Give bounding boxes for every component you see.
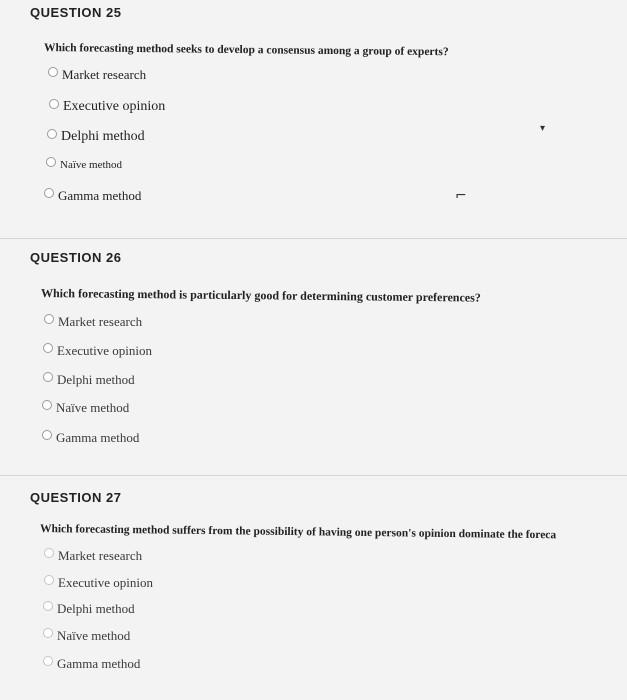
- option-label: Naïve method: [60, 159, 123, 171]
- radio-button[interactable]: [44, 548, 54, 558]
- cursor-mark: ⌐: [455, 188, 467, 204]
- option-label: Market research: [62, 67, 147, 82]
- question-text: Which forecasting method is particularly good for determining customer preferences?: [40, 286, 481, 305]
- question-25-block: [0, 0, 627, 238]
- question-header: QUESTION 25: [30, 5, 122, 20]
- question-27-block: [0, 476, 627, 700]
- question-header: QUESTION 27: [30, 490, 122, 505]
- option-label: Delphi method: [61, 129, 145, 144]
- option-label: Gamma method: [57, 656, 141, 671]
- option-label: Delphi method: [57, 372, 135, 387]
- option-executive-opinion[interactable]: [44, 575, 153, 591]
- radio-button[interactable]: [47, 129, 57, 139]
- option-label: Delphi method: [57, 601, 135, 616]
- option-executive-opinion[interactable]: [49, 99, 165, 115]
- radio-button[interactable]: [46, 157, 56, 167]
- radio-button[interactable]: [44, 314, 54, 324]
- radio-button[interactable]: [49, 99, 59, 109]
- question-26-block: [0, 239, 627, 475]
- radio-button[interactable]: [43, 343, 53, 353]
- option-gamma-method[interactable]: [44, 188, 141, 204]
- option-delphi-method[interactable]: [43, 601, 135, 617]
- option-label: Executive opinion: [63, 99, 166, 114]
- question-text: Which forecasting method seeks to develop a consensus among a group of experts?: [43, 42, 449, 59]
- option-label: Market research: [58, 548, 143, 563]
- option-naive-method[interactable]: [43, 628, 130, 644]
- option-delphi-method[interactable]: [43, 372, 135, 388]
- radio-button[interactable]: [43, 628, 53, 638]
- option-market-research[interactable]: [44, 548, 142, 564]
- option-label: Market research: [58, 314, 143, 329]
- option-label: Naïve method: [57, 628, 131, 643]
- option-label: Executive opinion: [58, 575, 153, 590]
- option-naive-method[interactable]: [46, 159, 122, 171]
- question-header: QUESTION 26: [30, 250, 122, 265]
- option-delphi-method[interactable]: [47, 129, 145, 145]
- option-gamma-method[interactable]: [43, 656, 140, 672]
- radio-button[interactable]: [48, 67, 58, 77]
- option-gamma-method[interactable]: [42, 430, 139, 446]
- question-text: Which forecasting method suffers from the possibility of having one person's opinion dominate the foreca: [39, 523, 557, 542]
- cursor-mark: ▾: [540, 123, 546, 134]
- radio-button[interactable]: [43, 656, 53, 666]
- option-label: Gamma method: [58, 188, 142, 203]
- option-label: Gamma method: [56, 430, 140, 445]
- option-executive-opinion[interactable]: [43, 343, 152, 359]
- option-label: Executive opinion: [57, 343, 152, 358]
- option-market-research[interactable]: [48, 67, 146, 83]
- radio-button[interactable]: [42, 400, 52, 410]
- radio-button[interactable]: [42, 430, 52, 440]
- option-label: Naïve method: [56, 400, 130, 415]
- radio-button[interactable]: [44, 188, 54, 198]
- radio-button[interactable]: [43, 372, 53, 382]
- radio-button[interactable]: [44, 575, 54, 585]
- option-naive-method[interactable]: [42, 400, 129, 416]
- radio-button[interactable]: [43, 601, 53, 611]
- option-market-research[interactable]: [44, 314, 142, 330]
